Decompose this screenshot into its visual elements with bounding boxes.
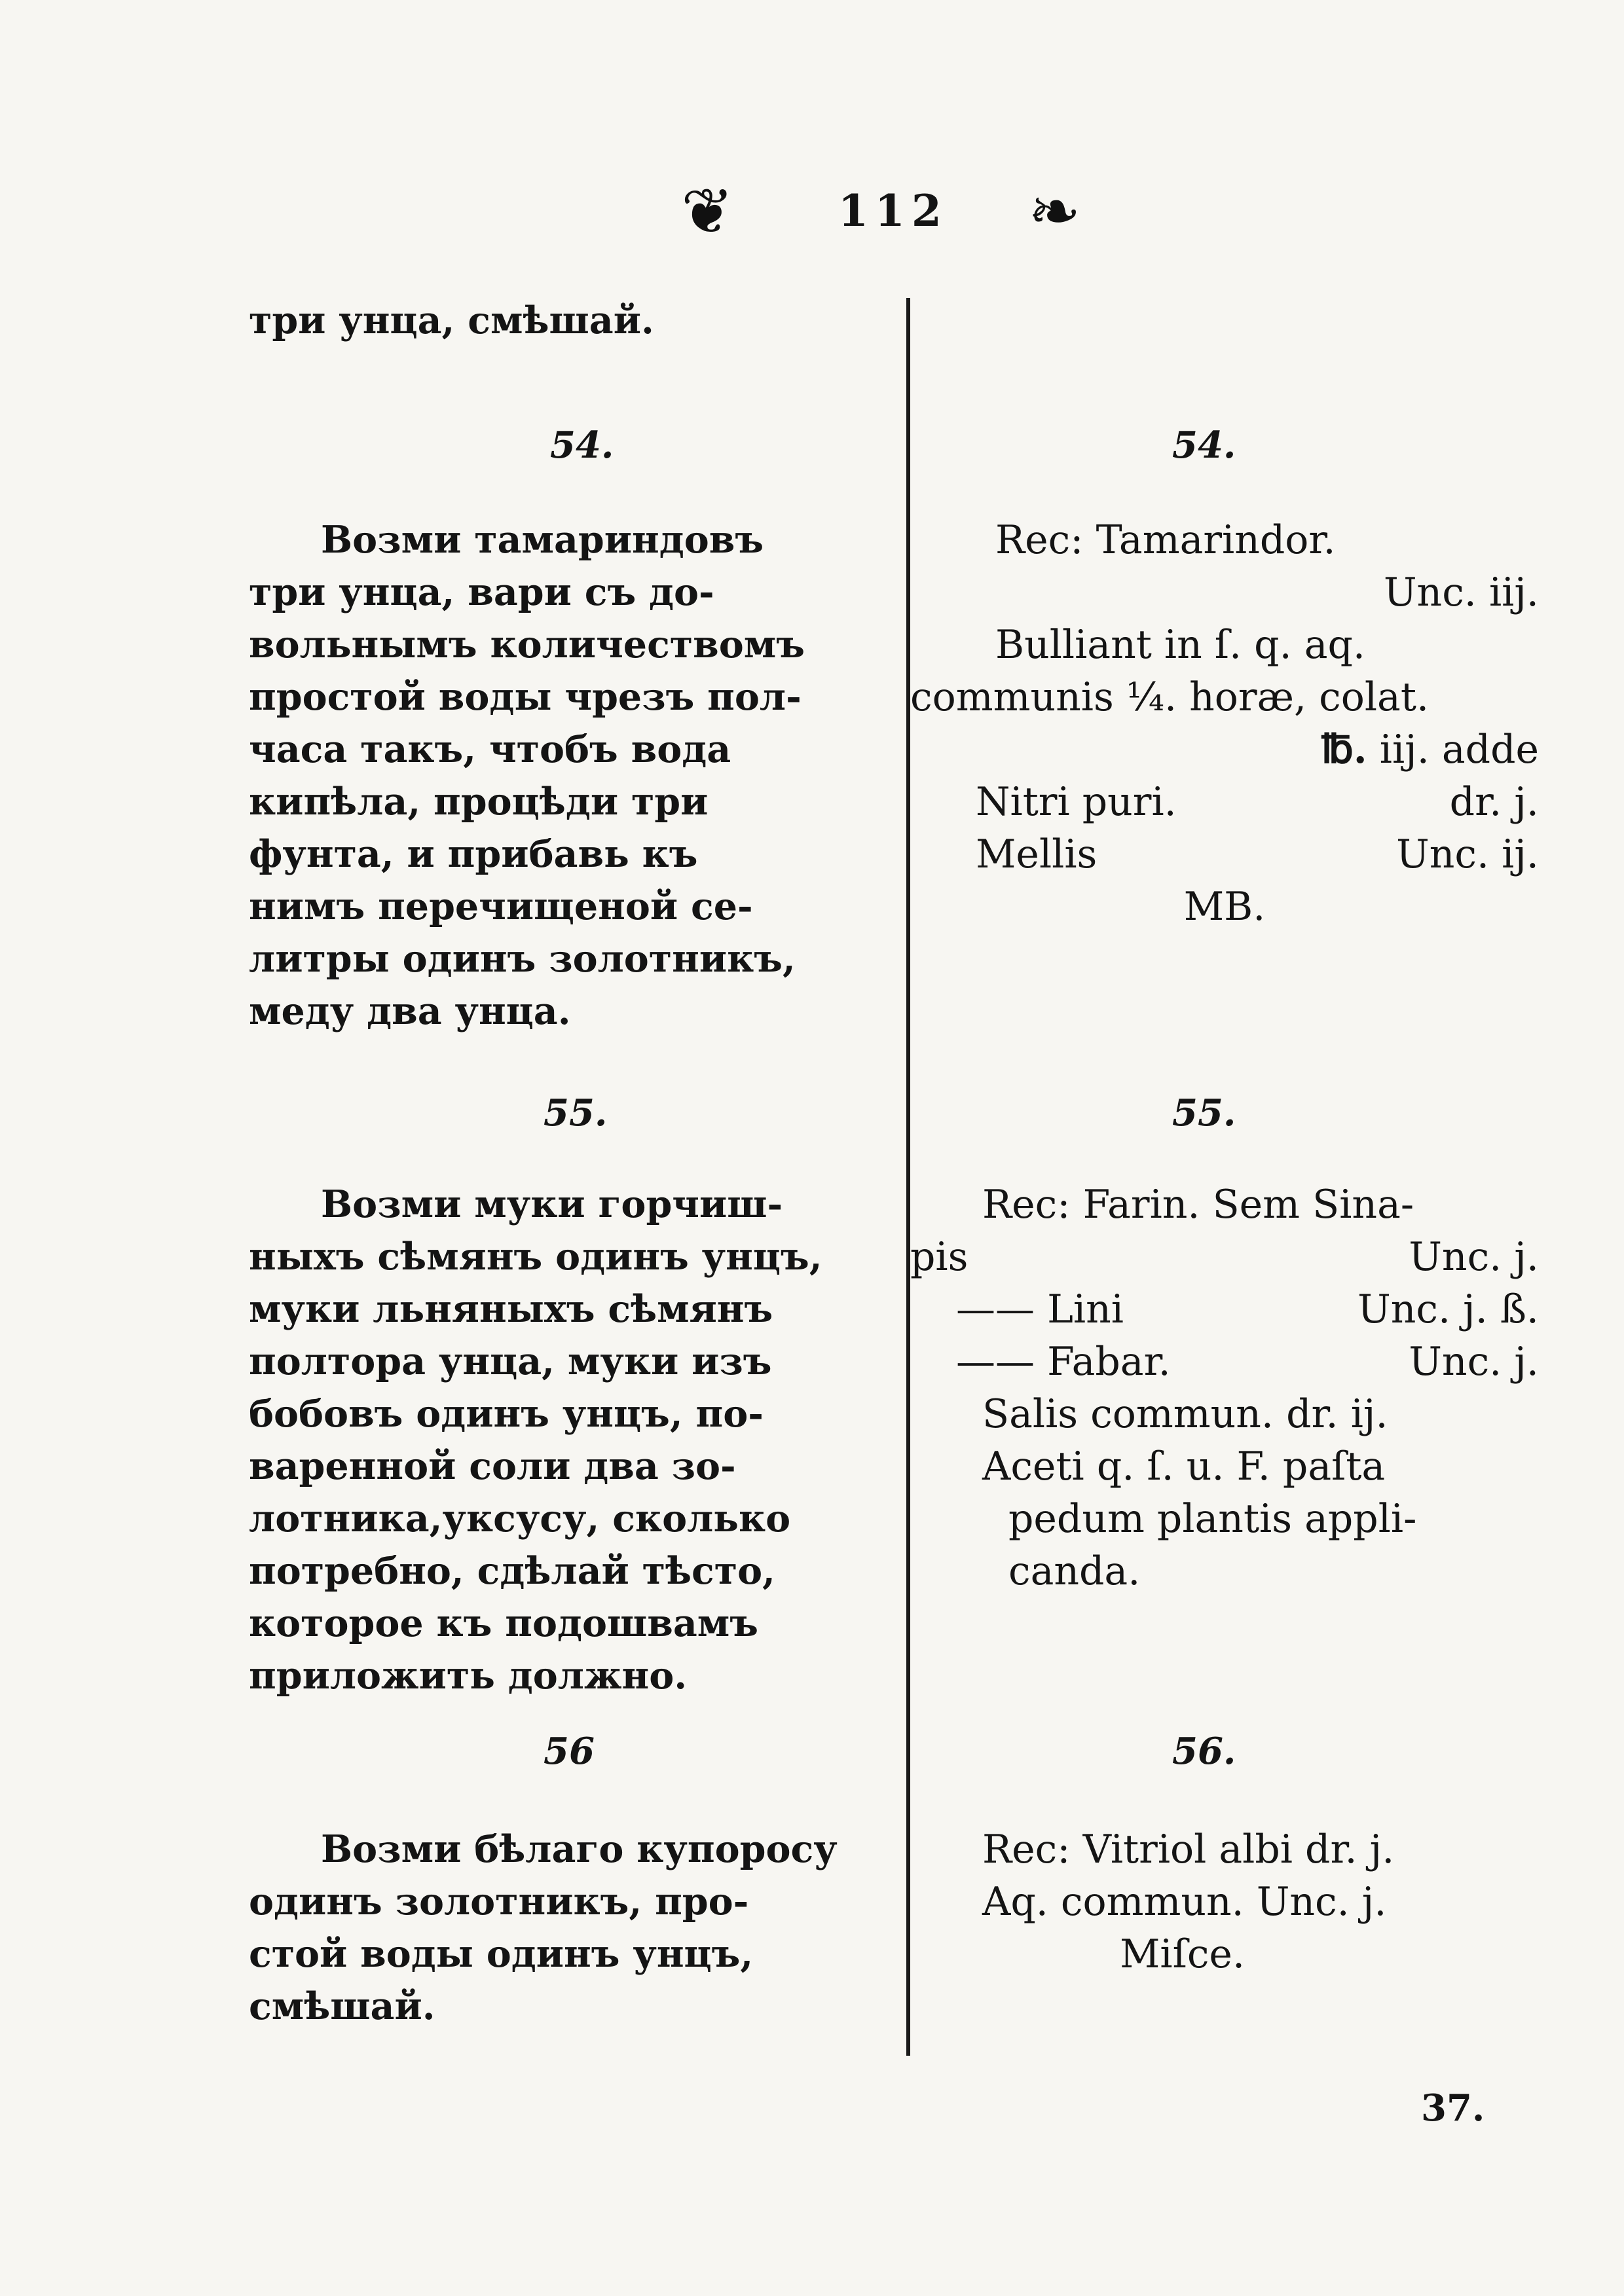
text-fragment: Nitri puri. [976,779,1177,825]
page-header [0,172,1624,250]
text-line [910,1283,1539,1336]
recipe-54-number-ru: 54. [550,424,614,467]
text-line [910,776,1539,828]
text-line [910,723,1539,776]
recipe-56-number-la: 56. [1172,1730,1236,1773]
text-line: Miſce. [1120,1931,1246,1977]
text-line: три унца, вари съ до- [249,570,714,614]
text-fragment: dr. j. [1449,779,1539,825]
text-line: Возми бѣлаго купоросу [321,1827,838,1871]
text-line: лотника,уксусу, сколько [249,1497,791,1540]
text-line: ныхъ сѣмянъ одинъ унцъ, [249,1235,822,1279]
text-line: бобовъ одинъ унцъ, по- [249,1392,764,1436]
text-line: Возми тамариндовъ [321,518,764,562]
text-line: Bulliant in ſ. q. aq. [995,622,1365,668]
text-line: вольнымъ количествомъ [249,623,805,666]
text-fragment: —— Fabar. [956,1339,1171,1385]
text-line: communis ¼. horæ, colat. [910,674,1430,720]
text-line: варенной соли два зо- [249,1444,736,1488]
text-line: Salis commun. dr. ij. [982,1391,1388,1437]
text-fragment: pis [910,1234,969,1280]
text-line: фунта, и прибавь къ [249,832,698,876]
text-line: стой воды одинъ унцъ, [249,1932,754,1976]
text-line: литры одинъ золотникъ, [249,937,796,981]
text-line: три унца, смѣшай. [249,299,654,342]
recipe-55-text-ru [249,1178,894,1702]
text-fragment: Unc. j. [1409,1339,1539,1385]
text-line: pedum plantis appli- [1008,1496,1417,1542]
text-line: Aq. commun. Unc. j. [982,1879,1387,1925]
text-line: потребно, сдѣлай тѣсто, [249,1549,775,1593]
fleuron-left-icon: ❦ [681,175,734,248]
text-fragment: Unc. j. ß. [1357,1286,1539,1332]
fleuron-right-icon: ❧ [1028,175,1081,248]
recipe-56-text-ru [249,1823,894,2033]
text-line: простой воды чрезъ пол- [249,675,802,719]
recipe-56-text-la [910,1823,1539,1980]
recipe-55-text-la [910,1178,1539,1597]
text-line: Unc. iij. [1383,570,1539,615]
text-line: Возми муки горчиш- [321,1182,783,1226]
text-line: canda. [1008,1548,1141,1594]
text-line: нимъ перечищеной се- [249,884,753,928]
text-line: часа такъ, чтобъ вода [249,727,731,771]
text-line: одинъ золотникъ, про- [249,1880,749,1923]
page-number: 112 [838,185,948,236]
text-line [910,828,1539,881]
text-fragment: —— Lini [956,1286,1124,1332]
text-line: Aceti q. ſ. u. F. paſta [982,1444,1386,1489]
text-line: Rec: Farin. Sem Sina- [982,1182,1414,1228]
pound-symbol-icon: ℔. [1321,727,1367,773]
text-fragment: iij. adde [1379,727,1539,773]
text-fragment: Unc. ij. [1396,831,1539,877]
text-line: смѣшай. [249,1984,435,2028]
text-line: Rec: Vitriol albi dr. j. [982,1827,1395,1872]
intro-line [249,295,894,347]
text-line: муки льняныхъ сѣмянъ [249,1287,773,1331]
text-line [910,1336,1539,1388]
text-line: меду два унца. [249,989,571,1033]
recipe-54-text-ru [249,514,894,1038]
text-line [910,1231,1539,1283]
recipe-56-number-ru: 56 [544,1730,595,1773]
text-line: которое къ подошвамъ [249,1601,759,1645]
text-line: MB. [1183,884,1266,930]
text-line: приложить должно. [249,1654,688,1698]
recipe-55-number-ru: 55. [544,1091,608,1135]
recipe-54-text-la [910,514,1539,933]
text-fragment: Unc. j. [1409,1234,1539,1280]
recipe-55-number-la: 55. [1172,1091,1236,1135]
recipe-54-number-la: 54. [1172,424,1236,467]
text-line: кипѣла, процѣди три [249,780,709,824]
text-fragment: Mellis [976,831,1098,877]
text-line: Rec: Tamarindor. [995,517,1336,563]
catchword: 37. [1421,2086,1485,2130]
text-line: полтора унца, муки изъ [249,1339,772,1383]
